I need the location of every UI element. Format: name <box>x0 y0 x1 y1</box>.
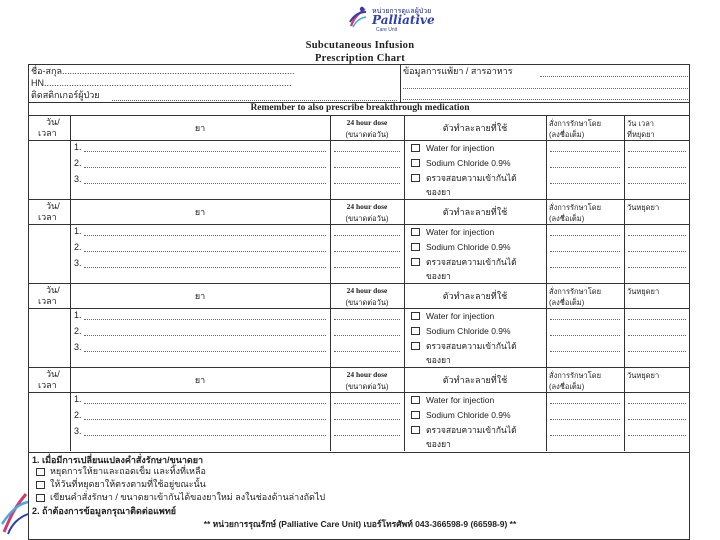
block-4-header-stop-1: วันหยุดยา <box>627 371 660 380</box>
block-1-diluent-option-1: Water for injection <box>426 143 495 153</box>
block-2-item-number-2: 2. <box>74 242 82 252</box>
block-4-dose-line-3[interactable] <box>334 435 400 436</box>
block-3-item-number-2: 2. <box>74 326 82 336</box>
block-4-prescriber-line-1[interactable] <box>550 403 620 404</box>
block-2-drug-line-2[interactable] <box>84 251 326 252</box>
block-3-prescriber-line-3[interactable] <box>550 351 620 352</box>
block-3-diluent-option-3: ตรวจสอบความเข้ากันได้ <box>426 341 517 351</box>
block-2-diluent-checkbox-1[interactable] <box>411 228 420 236</box>
block-4-stop-line-1[interactable] <box>628 403 686 404</box>
block-1-header-stop-1: วัน เวลา <box>627 119 655 128</box>
allergy-label: ข้อมูลการแพ้ยา / สารอาหาร <box>403 66 513 76</box>
block-3-dose-line-3[interactable] <box>334 351 400 352</box>
allergy-dotline-2 <box>403 88 688 89</box>
block-4-diluent-checkbox-1[interactable] <box>411 396 420 404</box>
block-4-item-number-1: 1. <box>74 394 82 404</box>
block-4-stop-line-3[interactable] <box>628 435 686 436</box>
block-1-header-drug: ยา <box>194 123 206 133</box>
block-1-header-stop-2: ที่หยุดยา <box>627 130 655 139</box>
footer-checkbox-3[interactable] <box>36 494 45 502</box>
block-2-header-prescriber-1: สั่งการรักษาโดย <box>549 203 602 212</box>
block-1-drug-line-3[interactable] <box>84 183 326 184</box>
block-2-dose-line-2[interactable] <box>334 251 400 252</box>
block-4-diluent-checkbox-2[interactable] <box>411 411 420 419</box>
block-2-header-diluent: ตัวทำละลายที่ใช้ <box>442 207 508 217</box>
block-3-top-line <box>28 283 690 284</box>
block-4-header-prescriber-1: สั่งการรักษาโดย <box>549 371 602 380</box>
logo-figure-icon <box>348 6 368 28</box>
block-1-header-diluent: ตัวทำละลายที่ใช้ <box>442 123 508 133</box>
block-4-diluent-option-2: Sodium Chloride 0.9% <box>426 410 511 420</box>
block-4-header-dose-1: 24 hour dose <box>346 370 388 379</box>
logo-brand-text: Palliative <box>372 13 435 27</box>
block-3-diluent-checkbox-1[interactable] <box>411 312 420 320</box>
block-1-col-divider-4 <box>546 115 547 199</box>
block-3-prescriber-line-2[interactable] <box>550 335 620 336</box>
logo-sub-text: Care Unit <box>376 27 398 33</box>
block-2-diluent-option-1: Water for injection <box>426 227 495 237</box>
block-1-header-time: เวลา <box>38 128 57 138</box>
block-1-header-prescriber-1: สั่งการรักษาโดย <box>549 119 602 128</box>
block-2-top-line <box>28 199 690 200</box>
block-4-col-divider-4 <box>546 367 547 451</box>
block-1-header-dose-2: (ขนาดต่อวัน) <box>345 130 389 139</box>
block-3-header-dose-1: 24 hour dose <box>346 286 388 295</box>
block-2-header-dose-2: (ขนาดต่อวัน) <box>345 214 389 223</box>
block-4-dose-line-2[interactable] <box>334 419 400 420</box>
block-4-header-drug: ยา <box>194 375 206 385</box>
block-1-col-divider-2 <box>330 115 331 199</box>
block-1-prescriber-line-1[interactable] <box>550 151 620 152</box>
block-2-header-dose-1: 24 hour dose <box>346 202 388 211</box>
block-3-col-divider-2 <box>330 283 331 367</box>
footer-option-2: ให้วันที่หยุดยาให้ตรงตามที่ใช้อยู่ขณะนั้น <box>50 479 206 489</box>
block-1-stop-line-2[interactable] <box>628 167 686 168</box>
block-1-item-number-3: 3. <box>74 174 82 184</box>
block-1-dose-line-3[interactable] <box>334 183 400 184</box>
block-3-header-dose-2: (ขนาดต่อวัน) <box>345 298 389 307</box>
block-3-stop-line-1[interactable] <box>628 319 686 320</box>
block-1-header-prescriber-2: (ลงชื่อเต็ม) <box>549 130 585 139</box>
block-1-item-number-1: 1. <box>74 142 82 152</box>
block-2-stop-line-2[interactable] <box>628 251 686 252</box>
patient-hn-field[interactable]: HN................................................................................................... <box>31 78 292 88</box>
patient-sticker-label: ติดสติกเกอร์ผู้ป่วย <box>31 90 100 100</box>
block-2-drug-line-3[interactable] <box>84 267 326 268</box>
logo-thai-text: หน่วยการดูแลผู้ป่วย <box>372 8 432 15</box>
block-4-top-line <box>28 367 690 368</box>
block-1-diluent-checkbox-3[interactable] <box>411 174 420 182</box>
block-2-stop-line-3[interactable] <box>628 267 686 268</box>
block-3-header-prescriber-2: (ลงชื่อเต็ม) <box>549 298 585 307</box>
block-2-col-divider-5 <box>624 199 625 283</box>
footer-option-1: หยุดการให้ยาและถอดเข็ม และทิ้งที่เหลือ <box>50 466 206 476</box>
patient-divider <box>400 64 401 102</box>
block-4-col-divider-5 <box>624 367 625 451</box>
block-1-diluent-checkbox-1[interactable] <box>411 144 420 152</box>
block-3-item-number-3: 3. <box>74 342 82 352</box>
block-2-item-number-3: 3. <box>74 258 82 268</box>
block-3-header-time: เวลา <box>38 296 57 306</box>
block-1-diluent-option-4: ของยา <box>426 187 451 197</box>
block-4-diluent-option-3: ตรวจสอบความเข้ากันได้ <box>426 425 517 435</box>
block-2-item-number-1: 1. <box>74 226 82 236</box>
block-2-diluent-option-4: ของยา <box>426 271 451 281</box>
block-1-diluent-option-2: Sodium Chloride 0.9% <box>426 158 511 168</box>
ribbon-logo-icon <box>0 488 30 536</box>
block-3-diluent-option-2: Sodium Chloride 0.9% <box>426 326 511 336</box>
block-2-header-time: เวลา <box>38 212 57 222</box>
block-4-stop-line-2[interactable] <box>628 419 686 420</box>
patient-name-field[interactable]: ชื่อ-สกุล............................................................................................. <box>31 66 295 76</box>
block-2-col-divider-2 <box>330 199 331 283</box>
block-2-prescriber-line-2[interactable] <box>550 251 620 252</box>
block-2-diluent-option-2: Sodium Chloride 0.9% <box>426 242 511 252</box>
block-1-stop-line-3[interactable] <box>628 183 686 184</box>
block-1-drug-line-1[interactable] <box>84 151 326 152</box>
block-1-stop-line-1[interactable] <box>628 151 686 152</box>
block-1-drug-line-2[interactable] <box>84 167 326 168</box>
block-4-item-number-3: 3. <box>74 426 82 436</box>
block-4-dose-line-1[interactable] <box>334 403 400 404</box>
block-3-header-date: วัน/ <box>46 285 60 295</box>
block-2-dose-line-1[interactable] <box>334 235 400 236</box>
block-3-diluent-option-1: Water for injection <box>426 311 495 321</box>
block-1-header-dose-1: 24 hour dose <box>346 118 388 127</box>
block-4-diluent-option-1: Water for injection <box>426 395 495 405</box>
page-title: Subcutaneous Infusion <box>305 40 415 51</box>
block-2-prescriber-line-1[interactable] <box>550 235 620 236</box>
block-3-diluent-option-4: ของยา <box>426 355 451 365</box>
block-1-header-date: วัน/ <box>46 117 60 127</box>
block-3-header-prescriber-1: สั่งการรักษาโดย <box>549 287 602 296</box>
block-3-stop-line-2[interactable] <box>628 335 686 336</box>
block-3-header-diluent: ตัวทำละลายที่ใช้ <box>442 291 508 301</box>
block-4-prescriber-line-2[interactable] <box>550 419 620 420</box>
block-4-drug-line-1[interactable] <box>84 403 326 404</box>
reminder-bottom-line <box>28 115 690 116</box>
block-2-col-divider-4 <box>546 199 547 283</box>
block-1-diluent-checkbox-2[interactable] <box>411 159 420 167</box>
block-4-col-divider-2 <box>330 367 331 451</box>
block-1-item-number-2: 2. <box>74 158 82 168</box>
block-1-diluent-option-3: ตรวจสอบความเข้ากันได้ <box>426 173 517 183</box>
block-2-diluent-checkbox-2[interactable] <box>411 243 420 251</box>
block-2-prescriber-line-3[interactable] <box>550 267 620 268</box>
block-2-diluent-checkbox-3[interactable] <box>411 258 420 266</box>
block-3-item-number-1: 1. <box>74 310 82 320</box>
footer-checkbox-1[interactable] <box>36 468 45 476</box>
block-3-header-drug: ยา <box>194 291 206 301</box>
block-2-header-drug: ยา <box>194 207 206 217</box>
footer-note-2: 2. ถ้าต้องการข้อมูลกรุณาติดต่อแพทย์ <box>32 506 177 516</box>
block-1-dose-line-1[interactable] <box>334 151 400 152</box>
block-3-diluent-checkbox-3[interactable] <box>411 342 420 350</box>
allergy-dotline-3 <box>403 99 688 100</box>
block-2-header-stop-1: วันหยุดยา <box>627 203 660 212</box>
block-3-drug-line-2[interactable] <box>84 335 326 336</box>
allergy-dotline-1 <box>540 76 688 77</box>
block-2-diluent-option-3: ตรวจสอบความเข้ากันได้ <box>426 257 517 267</box>
block-4-drug-line-3[interactable] <box>84 435 326 436</box>
block-4-item-number-2: 2. <box>74 410 82 420</box>
block-3-col-divider-4 <box>546 283 547 367</box>
block-4-header-date: วัน/ <box>46 369 60 379</box>
block-4-prescriber-line-3[interactable] <box>550 435 620 436</box>
block-4-header-diluent: ตัวทำละลายที่ใช้ <box>442 375 508 385</box>
block-4-header-time: เวลา <box>38 380 57 390</box>
block-3-drug-line-1[interactable] <box>84 319 326 320</box>
block-3-col-divider-5 <box>624 283 625 367</box>
block-4-header-dose-2: (ขนาดต่อวัน) <box>345 382 389 391</box>
block-3-dose-line-1[interactable] <box>334 319 400 320</box>
block-2-drug-line-1[interactable] <box>84 235 326 236</box>
block-2-header-prescriber-2: (ลงชื่อเต็ม) <box>549 214 585 223</box>
block-3-diluent-checkbox-2[interactable] <box>411 327 420 335</box>
footer-note-1: 1. เมื่อมีการเปลี่ยนแปลงคำสั่งรักษา/ขนาดยา <box>32 455 204 465</box>
block-3-header-stop-1: วันหยุดยา <box>627 287 660 296</box>
block-2-stop-line-1[interactable] <box>628 235 686 236</box>
footer-top-line <box>28 452 690 453</box>
footer-checkbox-2[interactable] <box>36 481 45 489</box>
block-3-dose-line-2[interactable] <box>334 335 400 336</box>
block-3-prescriber-line-1[interactable] <box>550 319 620 320</box>
reminder-text: Remember to also prescribe breakthrough medication <box>250 103 470 113</box>
block-1-dose-line-2[interactable] <box>334 167 400 168</box>
block-4-header-prescriber-2: (ลงชื่อเต็ม) <box>549 382 585 391</box>
block-4-diluent-option-4: ของยา <box>426 439 451 449</box>
block-4-drug-line-2[interactable] <box>84 419 326 420</box>
block-3-stop-line-3[interactable] <box>628 351 686 352</box>
footer-option-3: เขียนคำสั่งรักษา / ขนาดยาเข้ากันได้ของยาใหม่ ลงในช่องด้านล่างถัดไป <box>50 492 326 502</box>
block-1-col-divider-5 <box>624 115 625 199</box>
block-3-drug-line-3[interactable] <box>84 351 326 352</box>
block-1-prescriber-line-3[interactable] <box>550 183 620 184</box>
footer-contact: ** หน่วยการรุณรักษ์ (Palliative Care Unit) เบอร์โทรศัพท์ 043-366598-9 (66598-9) ** <box>203 519 517 529</box>
sticker-dotline <box>112 100 397 101</box>
block-1-prescriber-line-2[interactable] <box>550 167 620 168</box>
block-2-header-date: วัน/ <box>46 201 60 211</box>
block-2-dose-line-3[interactable] <box>334 267 400 268</box>
page-subtitle: Prescription Chart <box>314 53 406 64</box>
block-4-diluent-checkbox-3[interactable] <box>411 426 420 434</box>
